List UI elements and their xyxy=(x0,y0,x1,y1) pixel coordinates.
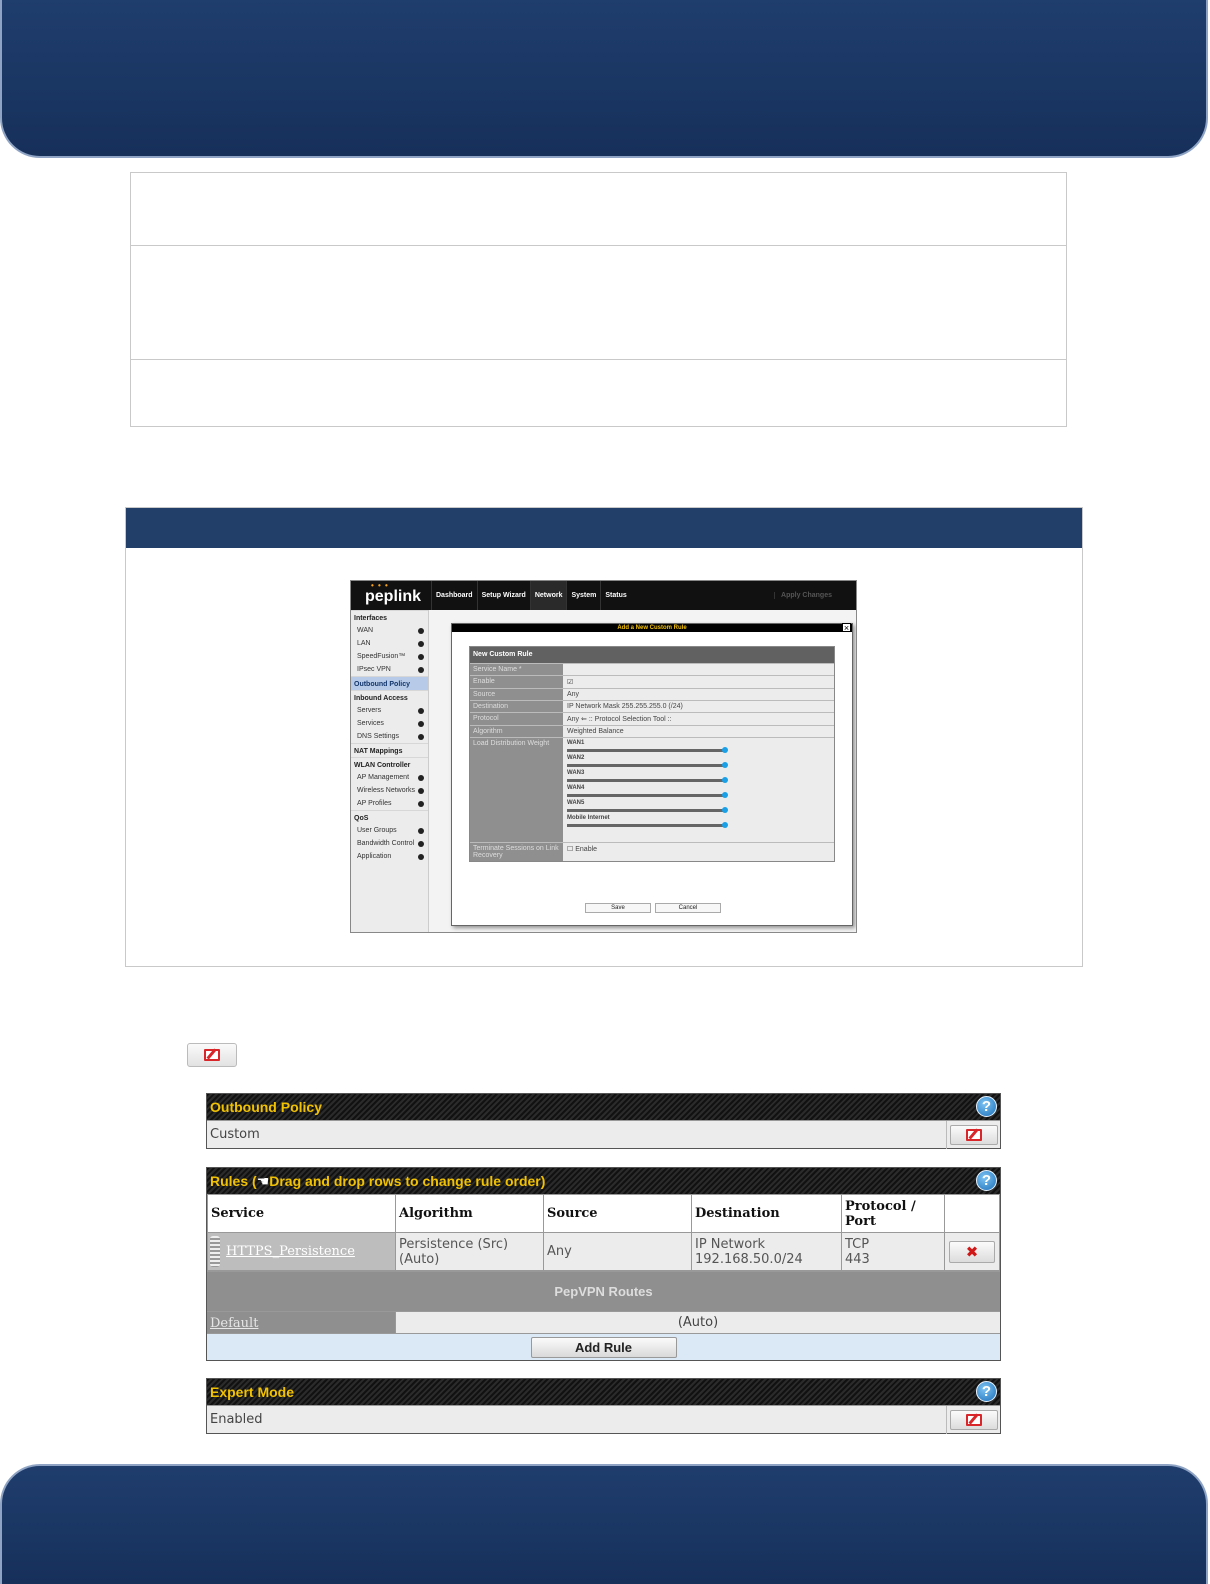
sidebar-heading[interactable]: Outbound Policy xyxy=(351,676,428,690)
algorithm-cell: Persistence (Src) (Auto) xyxy=(396,1233,544,1271)
default-row xyxy=(207,1311,1000,1333)
save-button[interactable]: Save xyxy=(585,903,651,913)
bottom-banner xyxy=(0,1464,1208,1584)
table-header-row xyxy=(208,1195,1000,1233)
info-row xyxy=(131,173,1066,246)
weight-slider[interactable] xyxy=(567,779,725,782)
table-row[interactable] xyxy=(208,1233,1000,1271)
add-rule-button[interactable]: Add Rule xyxy=(531,1337,677,1358)
source-cell: Any xyxy=(544,1233,692,1271)
form-value[interactable]: IP Network Mask 255.255.255.0 (/24) xyxy=(563,701,834,712)
screenshot-sidebar xyxy=(351,610,429,932)
info-row xyxy=(131,246,1066,360)
pepvpn-routes: PepVPN Routes xyxy=(207,1271,1000,1311)
form-value[interactable]: ☑ xyxy=(563,676,834,688)
panel-title: Expert Mode xyxy=(210,1384,295,1400)
info-row xyxy=(131,360,1066,426)
edit-outbound-policy-button[interactable] xyxy=(950,1125,998,1145)
outbound-policy-panel xyxy=(206,1093,1001,1149)
outbound-policy-value: Custom xyxy=(210,1127,260,1142)
close-icon[interactable]: × xyxy=(843,623,850,633)
form-label: Algorithm xyxy=(470,726,563,737)
form-label: Terminate Sessions on Link Recovery xyxy=(470,843,563,861)
weight-label: WAN1 xyxy=(567,740,585,746)
sidebar-heading[interactable]: NAT Mappings xyxy=(351,743,428,757)
sidebar-item[interactable]: AP Profiles xyxy=(351,797,428,810)
sidebar-item[interactable]: Wireless Networks xyxy=(351,784,428,797)
form-label: Enable xyxy=(470,676,563,688)
weight-label: Mobile Internet xyxy=(567,815,610,821)
rules-table xyxy=(207,1194,1000,1271)
form-row xyxy=(470,712,834,725)
edit-icon xyxy=(966,1129,982,1141)
form-label: Destination xyxy=(470,701,563,712)
form-row xyxy=(470,700,834,712)
form-row xyxy=(470,688,834,700)
panel-subtitle: Drag and drop rows to change rule order) xyxy=(269,1173,546,1189)
protocol-cell: TCP 443 xyxy=(842,1233,945,1271)
edit-cell xyxy=(946,1121,1000,1149)
default-cell xyxy=(207,1312,395,1333)
panel-header xyxy=(207,1168,1000,1194)
embedded-screenshot xyxy=(350,580,857,933)
form-header: New Custom Rule xyxy=(470,647,834,663)
form-label: Load Distribution Weight xyxy=(470,738,563,842)
form-label: Protocol xyxy=(470,713,563,725)
form-row xyxy=(470,675,834,688)
weight-slider[interactable] xyxy=(567,794,725,797)
nav-setup-wizard[interactable]: Setup Wizard xyxy=(477,581,530,610)
weight-label: WAN5 xyxy=(567,800,585,806)
panel-title: Rules ( xyxy=(210,1173,257,1189)
apply-changes-button[interactable]: Apply Changes xyxy=(774,592,838,599)
sidebar-item[interactable]: Application xyxy=(351,850,428,863)
sidebar-item[interactable]: User Groups xyxy=(351,824,428,837)
form-value[interactable]: Any xyxy=(563,689,834,700)
header-destination: Destination xyxy=(692,1195,842,1233)
sidebar-heading[interactable]: QoS xyxy=(351,810,428,824)
sidebar-item[interactable]: IPsec VPN xyxy=(351,663,428,676)
figure-header xyxy=(126,508,1082,548)
form-value[interactable]: Any ⇐ :: Protocol Selection Tool :: xyxy=(563,713,834,725)
sidebar-heading[interactable]: WLAN Controller xyxy=(351,757,428,771)
service-link[interactable]: HTTPS_Persistence xyxy=(226,1244,355,1259)
terminate-checkbox[interactable]: ☐ Enable xyxy=(563,843,834,861)
hand-icon: ☚ xyxy=(256,1173,270,1189)
form-value[interactable] xyxy=(563,664,834,675)
sidebar-item[interactable]: SpeedFusion™ xyxy=(351,650,428,663)
sidebar-heading[interactable]: Inbound Access xyxy=(351,690,428,704)
screenshot-nav xyxy=(351,581,856,610)
custom-rule-form xyxy=(469,646,835,862)
sidebar-item[interactable]: DNS Settings xyxy=(351,730,428,743)
header-actions xyxy=(945,1195,1000,1233)
edit-expert-mode-button[interactable] xyxy=(950,1410,998,1430)
drag-handle-icon[interactable] xyxy=(210,1236,220,1267)
custom-rule-modal xyxy=(451,623,853,926)
sidebar-item[interactable]: WAN xyxy=(351,624,428,637)
weight-sliders xyxy=(563,738,834,842)
peplink-logo: • • • peplink xyxy=(365,581,422,605)
form-label: Source xyxy=(470,689,563,700)
sidebar-item[interactable]: LAN xyxy=(351,637,428,650)
add-rule-row xyxy=(207,1333,1000,1360)
form-row-weight xyxy=(470,737,834,842)
sidebar-item[interactable]: Servers xyxy=(351,704,428,717)
panel-header xyxy=(207,1379,1000,1405)
weight-slider[interactable] xyxy=(567,809,725,812)
delete-icon[interactable]: ✖ xyxy=(949,1241,995,1263)
nav-system[interactable]: System xyxy=(566,581,600,610)
form-value[interactable]: Weighted Balance xyxy=(563,726,834,737)
outbound-policy-row xyxy=(207,1120,1000,1148)
edit-icon xyxy=(966,1414,982,1426)
edit-icon xyxy=(204,1049,220,1061)
weight-slider[interactable] xyxy=(567,764,725,767)
sidebar-item[interactable]: Bandwidth Control xyxy=(351,837,428,850)
destination-cell: IP Network 192.168.50.0/24 xyxy=(692,1233,842,1271)
help-icon[interactable]: ? xyxy=(976,1096,997,1117)
header-source: Source xyxy=(544,1195,692,1233)
expert-mode-row xyxy=(207,1405,1000,1433)
cancel-button[interactable]: Cancel xyxy=(655,903,721,913)
sidebar-item[interactable]: Services xyxy=(351,717,428,730)
modal-buttons xyxy=(585,903,721,913)
expert-mode-panel xyxy=(206,1378,1001,1434)
nav-network[interactable]: Network xyxy=(530,581,567,610)
edit-cell xyxy=(946,1406,1000,1434)
form-label: Service Name * xyxy=(470,664,563,675)
default-link[interactable]: Default xyxy=(210,1316,259,1331)
help-icon[interactable]: ? xyxy=(976,1381,997,1402)
top-banner xyxy=(0,0,1208,158)
modal-title: Add a New Custom Rule xyxy=(452,624,852,632)
weight-label: WAN3 xyxy=(567,770,585,776)
help-icon[interactable]: ? xyxy=(976,1170,997,1191)
rules-panel xyxy=(206,1167,1001,1361)
expert-mode-value: Enabled xyxy=(210,1412,263,1427)
nav-dashboard[interactable]: Dashboard xyxy=(431,581,477,610)
service-cell[interactable] xyxy=(208,1233,396,1271)
sidebar-heading[interactable]: Interfaces xyxy=(351,610,428,624)
header-protocol-port: Protocol / Port xyxy=(842,1195,945,1233)
panel-title: Outbound Policy xyxy=(210,1099,322,1115)
weight-slider[interactable] xyxy=(567,749,725,752)
weight-label: WAN2 xyxy=(567,755,585,761)
default-value: (Auto) xyxy=(395,1312,1000,1333)
header-algorithm: Algorithm xyxy=(396,1195,544,1233)
panel-header xyxy=(207,1094,1000,1120)
info-table xyxy=(130,172,1067,427)
form-row-terminate xyxy=(470,842,834,861)
form-row xyxy=(470,725,834,737)
nav-status[interactable]: Status xyxy=(600,581,630,610)
sidebar-item[interactable]: AP Management xyxy=(351,771,428,784)
figure-box xyxy=(125,507,1083,967)
delete-cell xyxy=(945,1233,1000,1271)
weight-label: WAN4 xyxy=(567,785,585,791)
form-row xyxy=(470,663,834,675)
header-service: Service xyxy=(208,1195,396,1233)
edit-button[interactable] xyxy=(187,1043,237,1067)
weight-slider[interactable] xyxy=(567,824,725,827)
